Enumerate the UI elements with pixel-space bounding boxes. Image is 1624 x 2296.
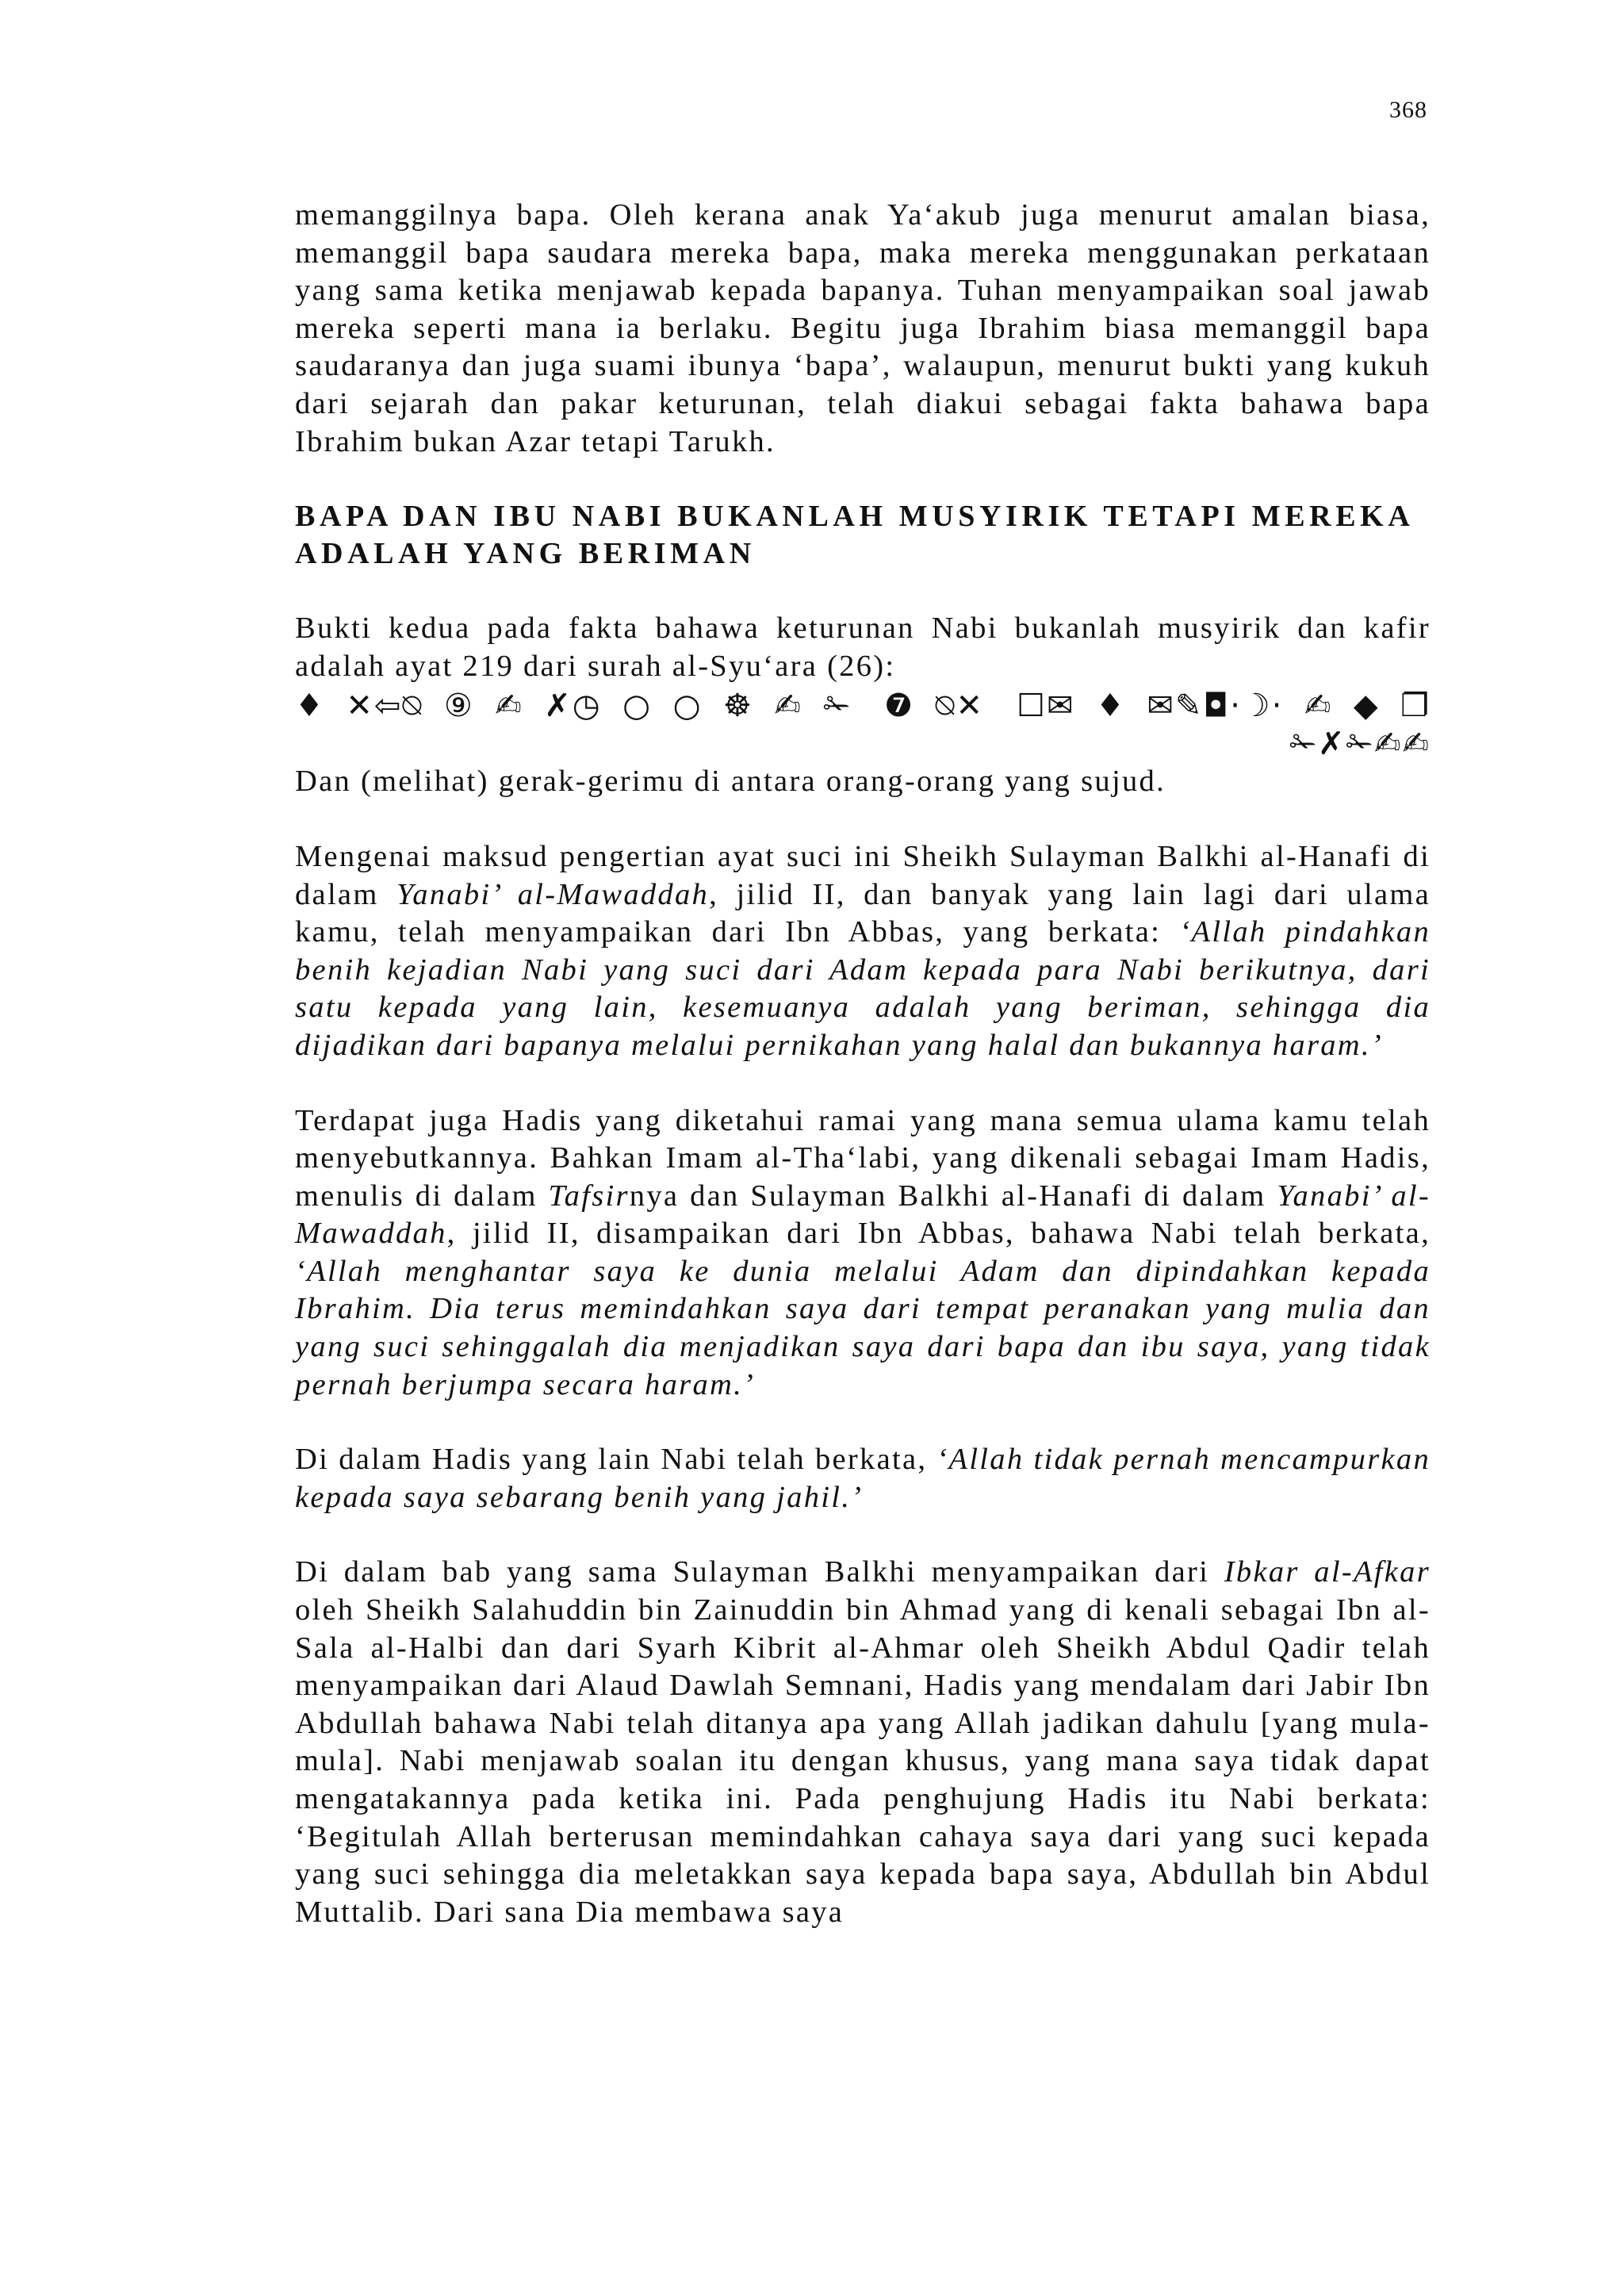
arabic-verse-line-2: ✁✗✁✍✍ bbox=[1289, 726, 1431, 763]
book-title-yanabi: Yanabi’ al-Mawaddah bbox=[396, 877, 710, 911]
book-title-tafsir: Tafsir bbox=[548, 1179, 630, 1213]
page-body bbox=[295, 197, 1431, 1931]
paragraph-4-text-2: nya dan Sulayman Balkhi al-Hanafi di dalam bbox=[629, 1179, 1277, 1213]
paragraph-4 bbox=[295, 1102, 1431, 1405]
book-title-yanabi-2: Yanabi’ al-Mawaddah bbox=[295, 1179, 1431, 1251]
paragraph-5 bbox=[295, 1441, 1431, 1516]
paragraph-6-text-2: oleh Sheikh Salahuddin bin Zainuddin bin Ahmad yang di kenali sebagai Ibn al-Sala al-Halbi dan dari Syarh Kibrit al-Ahmar oleh Sheikh Abdul Qadir telah menyampaikan dari Alaud Dawlah Semnani, Hadis yang mendalam dari Jabir Ibn Abdullah bahawa Nabi telah ditanya apa yang Allah jadikan dahulu [yang mula-mula]. Nabi menjawab soalan itu dengan khusus, yang mana saya tidak dapat mengatakannya pada ketika ini. Pada penghujung Hadis itu Nabi berkata: ‘Begitulah Allah berterusan memindahkan cahaya saya dari yang suci kepada yang suci sehingga dia meletakkan saya kepada bapa saya, Abdullah bin Abdul Muttalib. Dari sana Dia membawa saya bbox=[295, 1593, 1431, 1929]
paragraph-3-quote: ‘Allah pindahkan benih kejadian Nabi yang suci dari Adam kepada para Nabi berikutnya, dari satu kepada yang lain, kesemuanya adalah yang beriman, sehingga dia dijadikan dari bapanya melalui pernikahan yang halal dan bukannya haram.’ bbox=[295, 915, 1431, 1062]
paragraph-4-quote: ‘Allah menghantar saya ke dunia melalui Adam dan dipindahkan kepada Ibrahim. Dia terus memindahkan saya dari tempat peranakan yang mulia dan yang suci sehinggalah dia menjadikan saya dari bapa dan ibu saya, yang tidak pernah berjumpa secara haram.’ bbox=[295, 1254, 1431, 1401]
book-title-ibkar: Ibkar al-Afkar bbox=[1224, 1555, 1431, 1589]
paragraph-3 bbox=[295, 838, 1431, 1065]
paragraph-6 bbox=[295, 1554, 1431, 1931]
paragraph-3-text-1: Mengenai maksud pengertian ayat suci ini Sheikh Sulayman Balkhi al-Hanafi di dalam bbox=[295, 839, 1431, 911]
section-heading-line-1: BAPA DAN IBU NABI BUKANLAH MUSYIRIK TETAPI MEREKA bbox=[295, 500, 1415, 534]
paragraph-4-text-3: , jilid II, disampaikan dari Ibn Abbas, bahawa Nabi telah berkata, bbox=[446, 1217, 1431, 1251]
paragraph-6-text-1: Di dalam bab yang sama Sulayman Balkhi menyampaikan dari bbox=[295, 1555, 1224, 1589]
paragraph-2: Bukti kedua pada fakta bahawa keturunan Nabi bukanlah musyirik dan kafir adalah ayat 219 dari surah al-Syu‘ara (26): bbox=[295, 611, 1431, 683]
section-heading bbox=[295, 498, 1431, 573]
verse-translation: Dan (melihat) gerak-gerimu di antara orang-orang yang sujud. bbox=[295, 765, 1166, 799]
paragraph-5-quote: ‘Allah tidak pernah mencampurkan kepada saya sebarang benih yang jahil.’ bbox=[295, 1443, 1431, 1514]
section-heading-line-2: ADALAH YANG BERIMAN bbox=[295, 537, 756, 571]
paragraph-4-text-1: Terdapat juga Hadis yang diketahui ramai yang mana semua ulama kamu telah menyebutkannya. Bahkan Imam al-Tha‘labi, yang dikenali sebagai Imam Hadis, menulis di dalam bbox=[295, 1103, 1431, 1213]
paragraph-3-text-2: , jilid II, dan banyak yang lain lagi dari ulama kamu, telah menyampaikan dari Ibn Abbas, yang berkata: bbox=[295, 877, 1431, 949]
arabic-verse-line-1: ♦✕⇦⍉⑨✍✗◷○○☸✍✁ ❼⍉✕ ☐✉♦✉✎◘⋅☽⋅✍◆❐ bbox=[295, 688, 1431, 725]
paragraph-5-text-1: Di dalam Hadis yang lain Nabi telah berkata, bbox=[295, 1443, 937, 1477]
page-number: 368 bbox=[1389, 97, 1427, 123]
paragraph-1: memanggilnya bapa. Oleh kerana anak Ya‘akub juga menurut amalan biasa, memanggil bapa saudara mereka bapa, maka mereka menggunakan perkataan yang sama ketika menjawab kepada bapanya. Tuhan menyampaikan soal jawab mereka seperti mana ia berlaku. Begitu juga Ibrahim biasa memanggil bapa saudaranya dan juga suami ibunya ‘bapa’, walaupun, menurut bukti yang kukuh dari sejarah dan pakar keturunan, telah diakui sebagai fakta bahawa bapa Ibrahim bukan Azar tetapi Tarukh. bbox=[295, 198, 1431, 458]
